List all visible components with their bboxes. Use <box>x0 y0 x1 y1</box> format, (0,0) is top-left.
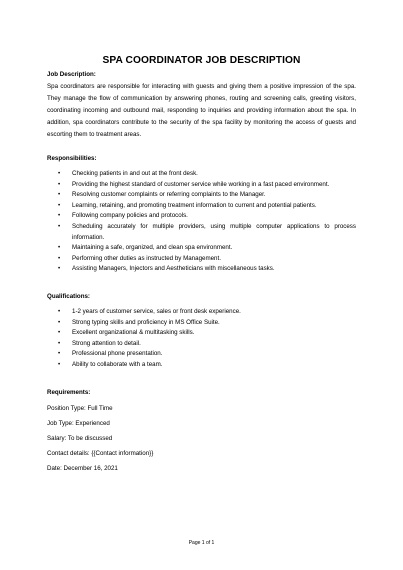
job-description-text: Spa coordinators are responsible for interacting with guests and giving them a positive impression of the spa. They manage the flow of communication by answering phones, routing and screening calls, greeting visitors, coordinating incoming and outbound mail, responding to inquiries and providing information about the spa. In addition, spa coordinators contribute to the security of the spa facility by monitoring the access of guests and escorting them to treatment areas. <box>47 83 356 138</box>
list-item: • Excellent organizational & multitasking skills. <box>58 328 356 339</box>
qualifications-heading: Qualifications: <box>47 293 90 300</box>
list-item: • Maintaining a safe, organized, and clean spa environment. <box>58 243 356 254</box>
list-item: • Ability to collaborate with a team. <box>58 360 356 371</box>
list-item: • Strong typing skills and proficiency in MS Office Suite. <box>58 318 356 329</box>
salary: Salary: To be discussed <box>47 435 113 442</box>
list-item: • Scheduling accurately for multiple providers, using multiple computer applications to process information. <box>58 222 356 243</box>
responsibilities-heading: Responsibilities: <box>47 155 97 162</box>
contact-details: Contact details: {{Contact information}} <box>47 450 154 457</box>
list-item: • Assisting Managers, Injectors and Aestheticians with miscellaneous tasks. <box>58 264 356 275</box>
list-item: • Resolving customer complaints or referring complaints to the Manager. <box>58 190 356 201</box>
position-type: Position Type: Full Time <box>47 405 113 412</box>
qualifications-list <box>58 307 356 371</box>
date: Date: December 16, 2021 <box>47 465 118 472</box>
list-item: • Professional phone presentation. <box>58 349 356 360</box>
list-item: • Checking patients in and out at the front desk. <box>58 169 356 180</box>
list-item: • 1-2 years of customer service, sales or front desk experience. <box>58 307 356 318</box>
list-item: • Strong attention to detail. <box>58 339 356 350</box>
page-footer: Page 1 of 1 <box>188 540 215 546</box>
page-title: SPA COORDINATOR JOB DESCRIPTION <box>102 55 301 66</box>
list-item: • Providing the highest standard of customer service while working in a fast paced environment. <box>58 180 356 191</box>
job-type: Job Type: Experienced <box>47 420 110 427</box>
list-item: • Following company policies and protocols. <box>58 211 356 222</box>
responsibilities-list <box>58 169 356 275</box>
list-item: • Learning, retaining, and promoting treatment information to current and potential patients. <box>58 201 356 212</box>
job-description-heading: Job Description: <box>47 71 96 78</box>
list-item: • Performing other duties as instructed by Management. <box>58 254 356 265</box>
requirements-heading: Requirements: <box>47 389 91 396</box>
